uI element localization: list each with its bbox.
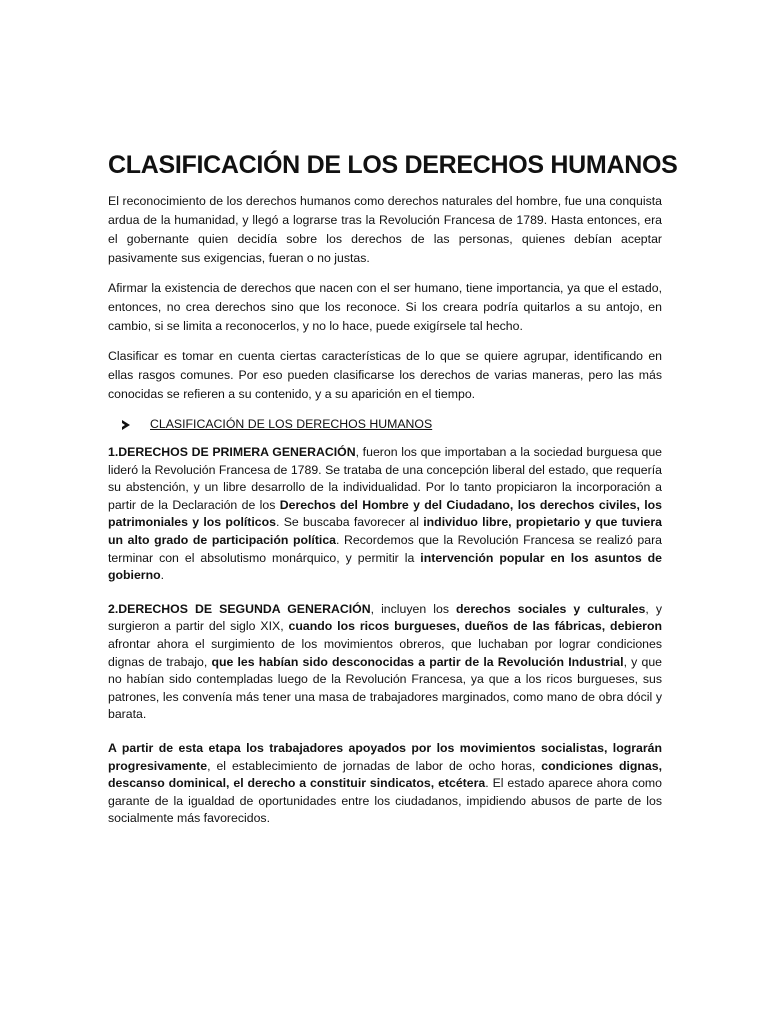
intro-paragraph-3: Clasificar es tomar en cuenta ciertas características de lo que se quiere agrupar, identificando en ellas rasgos comunes. Por eso pueden clasificarse los derechos de varias maneras, pero las más conocidas se refieren a su contenido, y a su aparición en el tiempo. bbox=[108, 349, 662, 401]
bullet-label: CLASIFICACIÓN DE LOS DERECHOS HUMANOS bbox=[150, 417, 433, 431]
document-page bbox=[108, 150, 678, 844]
first-generation-text-2: . Se buscaba favorecer al bbox=[276, 515, 424, 530]
first-generation-bold-3: intervención popular en los asuntos de gobierno bbox=[108, 550, 662, 583]
second-generation-heading: 2.DERECHOS DE SEGUNDA GENERACIÓN bbox=[108, 601, 371, 616]
arrow-bullet-icon bbox=[122, 420, 130, 430]
second-generation-text-4: , y que no habían sido contempladas luego de la Revolución Francesa, ya que a los ricos burgueses, sus patrones, les convenía más tener una masa de trabajadores marginados, como mano de obra dócil y barata. bbox=[108, 654, 662, 722]
document-title: CLASIFICACIÓN DE LOS DERECHOS HUMANOS bbox=[108, 151, 678, 179]
second-generation-bold-2: cuando los ricos burgueses, dueños de las fábricas, debieron bbox=[288, 619, 662, 634]
first-generation-text-3: . Recordemos que la Revolución Francesa se realizó para terminar con el absolutismo monárquico, y permitir la bbox=[108, 532, 662, 565]
workers-text-1: , el establecimiento de jornadas de labor de ocho horas, bbox=[207, 758, 542, 773]
first-generation-bold-1: Derechos del Hombre y del Ciudadano, los derechos civiles, los patrimoniales y los políticos bbox=[108, 497, 662, 530]
first-generation-bold-2: individuo libre, propietario y que tuviera un alto grado de participación política bbox=[108, 515, 662, 547]
first-generation-text-4: . bbox=[160, 568, 165, 583]
workers-paragraph bbox=[108, 740, 662, 828]
second-generation-text-2: , y surgieron a partir del siglo XIX, bbox=[108, 601, 662, 634]
second-generation-text-3: afrontar ahora el surgimiento de los movimientos obreros, que luchaban por lograr condiciones dignas de trabajo, bbox=[108, 636, 662, 669]
workers-bold-2: condiciones dignas, descanso dominical, el derecho a constituir sindicatos, etcétera bbox=[108, 758, 662, 791]
second-generation-paragraph bbox=[108, 601, 662, 724]
second-generation-bold-3: que les habían sido desconocidas a partir de la Revolución Industrial bbox=[211, 654, 624, 669]
intro-paragraph-1: El reconocimiento de los derechos humanos como derechos naturales del hombre, fue una conquista ardua de la humanidad, y llegó a lograrse tras la Revolución Francesa de 1789. Hasta entonces, era el gobernante quien decidía sobre los derechos de las personas, quienes debían aceptar pasivamente sus exigencias, fueran o no justas. bbox=[108, 194, 662, 265]
workers-bold-1: A partir de esta etapa los trabajadores apoyados por los movimientos socialistas, lograrán progresivamente bbox=[108, 740, 662, 773]
intro-paragraph-2: Afirmar la existencia de derechos que nacen con el ser humano, tiene importancia, ya que el estado, entonces, no crea derechos sino que los reconoce. Si los creara podría quitarlos a su antojo, en cambio, si se limita a reconocerlos, y no lo hace, puede exigírsele tal hecho. bbox=[108, 281, 662, 333]
first-generation-paragraph bbox=[108, 444, 662, 585]
bullet-item bbox=[122, 415, 662, 434]
workers-text-2: . El estado aparece ahora como garante de la igualdad de oportunidades entre los ciudadanos, impidiendo abusos de parte de los socialmente más favorecidos. bbox=[108, 776, 663, 826]
second-generation-bold-1: derechos sociales y culturales bbox=[456, 601, 646, 616]
second-generation-text-1: , incluyen los bbox=[370, 601, 457, 616]
first-generation-text-1: , fueron los que importaban a la sociedad burguesa que lideró la Revolución Francesa de 1789. Se trataba de una concepción liberal del estado, que requería su abstención, y un libre desarrollo de la individualidad. Por lo tanto propiciaron la incorporación a partir de la Declaración de los bbox=[108, 445, 662, 512]
first-generation-heading: 1.DERECHOS DE PRIMERA GENERACIÓN bbox=[108, 445, 356, 459]
